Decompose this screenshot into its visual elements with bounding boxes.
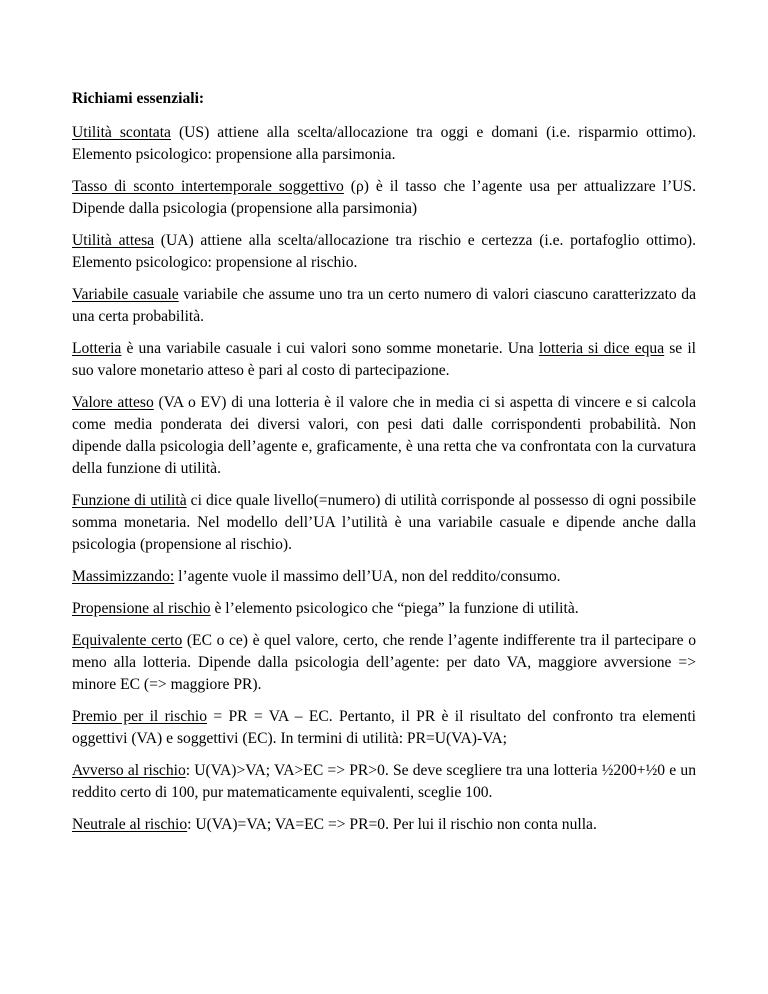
paragraph-text: (VA o EV) di una lotteria è il valore che in media ci si aspetta di vincere e si calcola come media ponderata dei diversi valori, con pesi dati dalle corrispondenti probabilità. Non dipende dalla psicologia dell’agente e, graficamente, è una retta che va confrontata con la curvatura della funzione di utilità. bbox=[72, 394, 697, 477]
paragraph-text: è l’elemento psicologico che “piega” la funzione di utilità. bbox=[210, 600, 579, 617]
term-valore-atteso: Valore atteso bbox=[72, 394, 154, 411]
term-neutrale-rischio: Neutrale al rischio bbox=[72, 816, 188, 833]
term-utilita-attesa: Utilità attesa bbox=[72, 232, 155, 249]
term-tasso-sconto: Tasso di sconto intertemporale soggettivo bbox=[72, 178, 344, 195]
paragraph-utilita-attesa bbox=[72, 230, 696, 274]
paragraph-propensione-rischio bbox=[72, 598, 696, 620]
paragraph-tasso-sconto bbox=[72, 176, 696, 220]
term-utilita-scontata: Utilità scontata bbox=[72, 124, 171, 141]
paragraph-utilita-scontata bbox=[72, 122, 696, 166]
term-premio-rischio: Premio per il rischio bbox=[72, 708, 208, 725]
term-equivalente-certo: Equivalente certo bbox=[72, 632, 183, 649]
paragraph-text: (US) attiene alla scelta/allocazione tra oggi e domani (i.e. risparmio ottimo). Elemento psicologico: propensione alla parsimonia. bbox=[72, 124, 696, 163]
paragraph-text: (ρ) è il tasso che l’agente usa per attualizzare l’US. Dipende dalla psicologia (propensione alla parsimonia) bbox=[72, 178, 697, 217]
document-title: Richiami essenziali: bbox=[72, 90, 205, 107]
paragraph-text: : U(VA)>VA; VA>EC => PR>0. Se deve scegliere tra una lotteria ½200+½0 e un reddito certo di 100, pur matematicamente equivalenti, sceglie 100. bbox=[72, 762, 696, 801]
term-variabile-casuale: Variabile casuale bbox=[72, 286, 179, 303]
paragraph-text: variabile che assume uno tra un certo numero di valori ciascuno caratterizzato da una certa probabilità. bbox=[72, 286, 696, 325]
paragraph-text: se il suo valore monetario atteso è pari al costo di partecipazione. bbox=[72, 340, 696, 379]
paragraph-text: ci dice quale livello(=numero) di utilità corrisponde al possesso di ogni possibile somma monetaria. Nel modello dell’UA l’utilità è una variabile casuale e dipende anche dalla psicologia (propensione al rischio). bbox=[72, 492, 696, 553]
document-page bbox=[72, 88, 696, 846]
paragraph-funzione-utilita bbox=[72, 490, 696, 556]
paragraph-text: : U(VA)=VA; VA=EC => PR=0. Per lui il rischio non conta nulla. bbox=[187, 816, 597, 833]
paragraph-text: (UA) attiene alla scelta/allocazione tra rischio e certezza (i.e. portafoglio ottimo). Elemento psicologico: propensione al rischio. bbox=[72, 232, 696, 271]
paragraph-massimizzando bbox=[72, 566, 696, 588]
paragraph-text: è una variabile casuale i cui valori sono somme monetarie. Una bbox=[121, 340, 539, 357]
paragraph-text: (EC o ce) è quel valore, certo, che rende l’agente indifferente tra il partecipare o meno alla lotteria. Dipende dalla psicologia dell’agente: per dato VA, maggiore avversione => minore EC (=> maggiore PR). bbox=[72, 632, 696, 693]
paragraph-premio-rischio bbox=[72, 706, 696, 750]
paragraph-neutrale-rischio bbox=[72, 814, 696, 836]
term-lotteria: Lotteria bbox=[72, 340, 122, 357]
paragraph-text: = PR = VA – EC. Pertanto, il PR è il risultato del confronto tra elementi oggettivi (VA) e soggettivi (EC). In termini di utilità: PR=U(VA)-VA; bbox=[72, 708, 696, 747]
term-lotteria-equa: lotteria si dice equa bbox=[538, 340, 665, 357]
term-massimizzando: Massimizzando: bbox=[72, 568, 175, 585]
paragraph-valore-atteso bbox=[72, 392, 696, 480]
paragraph-variabile-casuale bbox=[72, 284, 696, 328]
term-avverso-rischio: Avverso al rischio bbox=[72, 762, 186, 779]
paragraph-avverso-rischio bbox=[72, 760, 696, 804]
term-propensione-rischio: Propensione al rischio bbox=[72, 600, 211, 617]
paragraph-text: l’agente vuole il massimo dell’UA, non del reddito/consumo. bbox=[174, 568, 561, 585]
term-funzione-utilita: Funzione di utilità bbox=[72, 492, 187, 509]
paragraph-lotteria bbox=[72, 338, 696, 382]
paragraph-equivalente-certo bbox=[72, 630, 696, 696]
